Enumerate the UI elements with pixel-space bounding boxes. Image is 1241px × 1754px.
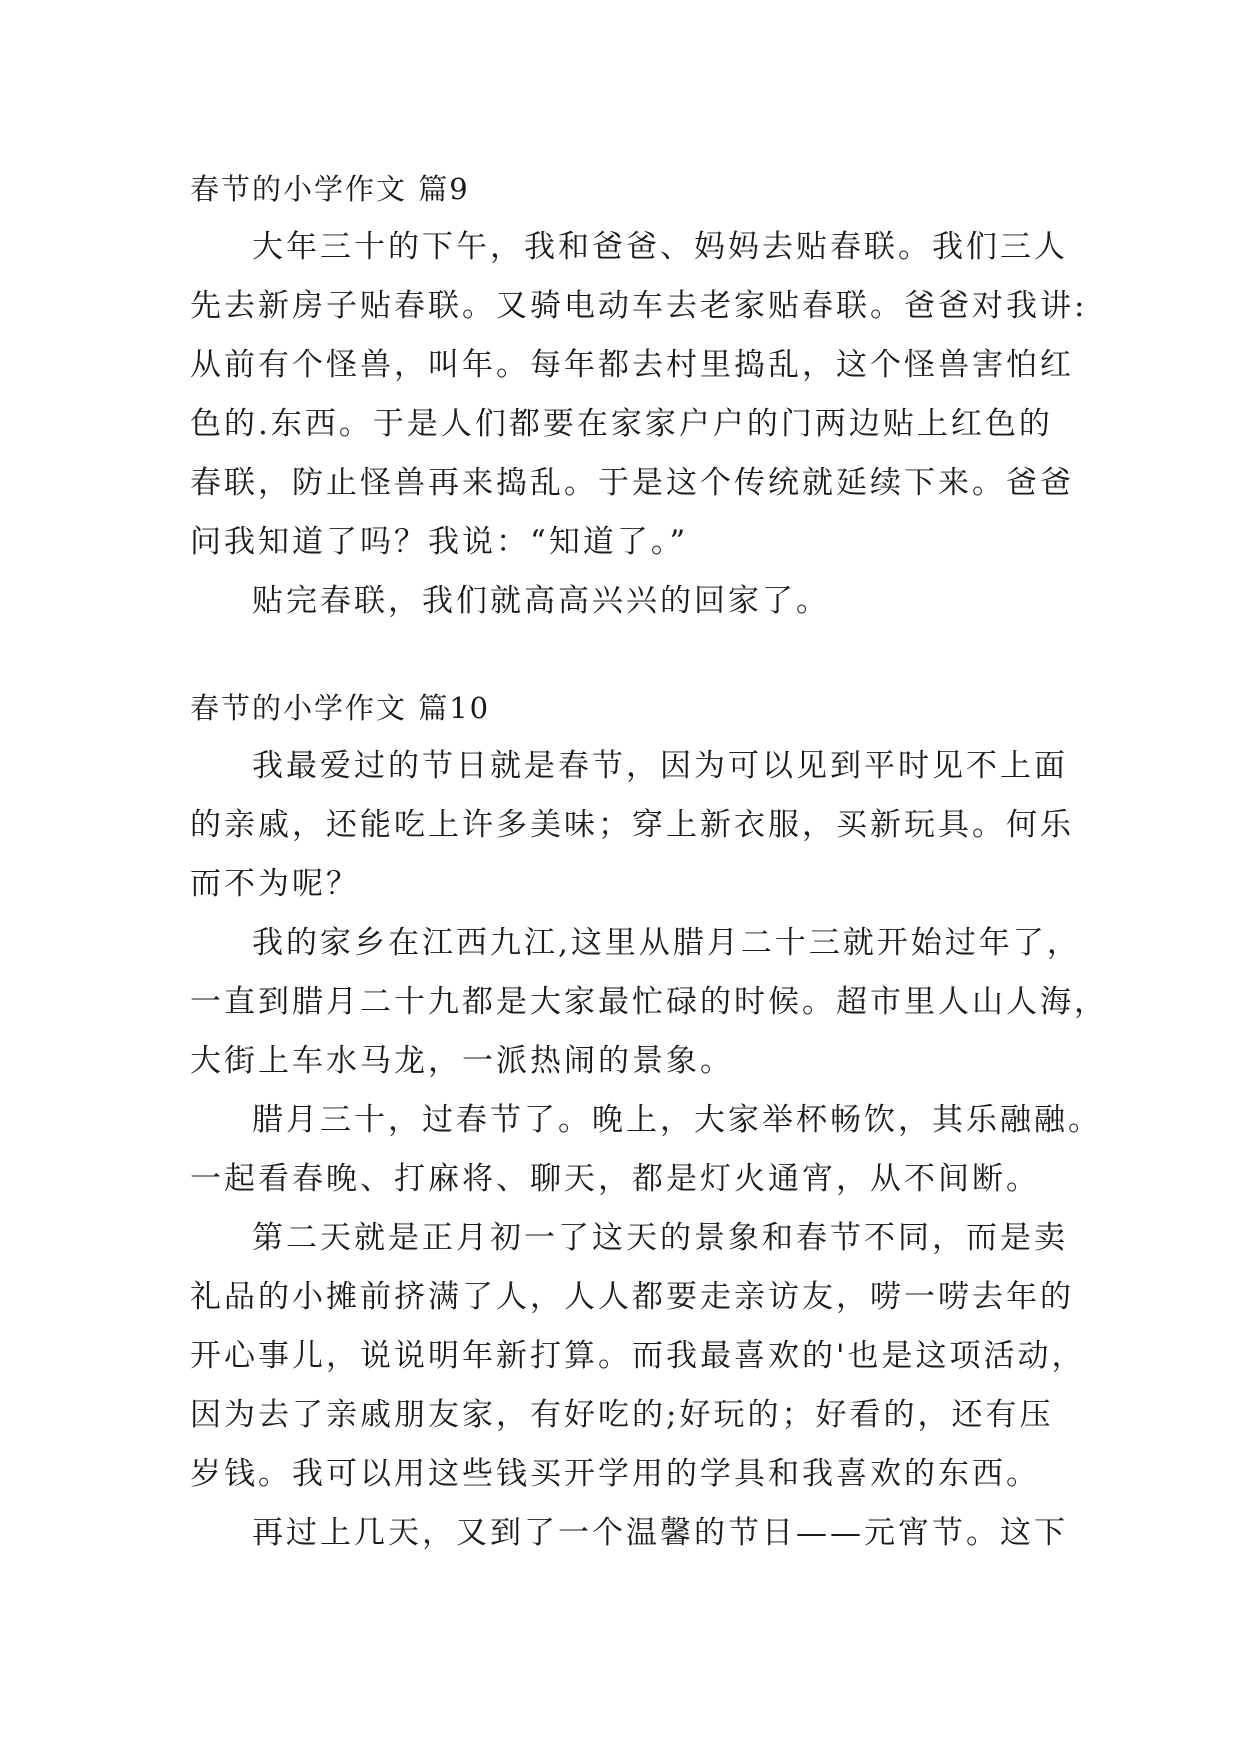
text-line: 一起看春晚、打麻将、聊天，都是灯火通宵，从不间断。 — [190, 1161, 1040, 1197]
text-line: 的亲戚，还能吃上许多美味；穿上新衣服，买新玩具。何乐 — [190, 807, 1074, 843]
text-line: 岁钱。我可以用这些钱买开学用的学具和我喜欢的东西。 — [190, 1456, 1040, 1492]
text-line: 色的.东西。于是人们都要在家家户户的门两边贴上红色的 — [190, 406, 1053, 442]
paragraph — [190, 1209, 1086, 1504]
essay-title: 春节的小学作文 篇10 — [190, 691, 491, 725]
essay-9 — [190, 160, 1088, 631]
text-line: 腊月三十，过春节了。晚上，大家举杯畅饮，其乐融融。 — [252, 1102, 1102, 1138]
text-line: 开心事儿，说说明年新打算。而我最喜欢的'也是这项活动， — [190, 1338, 1086, 1374]
text-line: 再过上几天，又到了一个温馨的节日——元宵节。这下 — [252, 1515, 1068, 1551]
text-line: 贴完春联，我们就高高兴兴的回家了。 — [252, 583, 830, 619]
text-line: 大街上车水马龙，一派热闹的景象。 — [190, 1043, 734, 1079]
essay-title: 春节的小学作文 篇9 — [190, 172, 470, 206]
text-line: 因为去了亲戚朋友家，有好吃的;好玩的；好看的，还有压 — [190, 1397, 1054, 1433]
text-line: 我最爱过的节日就是春节，因为可以见到平时见不上面 — [252, 748, 1068, 784]
paragraph — [190, 737, 1074, 914]
text-line: 礼品的小摊前挤满了人，人人都要走亲访友，唠一唠去年的 — [190, 1279, 1074, 1315]
text-line: 问我知道了吗？我说：“知道了。” — [190, 524, 689, 560]
document-page — [190, 160, 1108, 1563]
paragraph — [190, 1091, 1102, 1209]
text-line: 而不为呢？ — [190, 866, 360, 902]
essay-10 — [190, 679, 1108, 1563]
section-gap — [190, 631, 1060, 679]
text-line: 先去新房子贴春联。又骑电动车去老家贴春联。爸爸对我讲: — [190, 288, 1088, 324]
text-line: 一直到腊月二十九都是大家最忙碌的时候。超市里人山人海， — [190, 984, 1108, 1020]
paragraph — [190, 1504, 1068, 1563]
paragraph — [190, 572, 1060, 631]
text-line: 春联，防止怪兽再来捣乱。于是这个传统就延续下来。爸爸 — [190, 465, 1074, 501]
text-line: 我的家乡在江西九江,这里从腊月二十三就开始过年了， — [252, 925, 1081, 961]
text-line: 第二天就是正月初一了这天的景象和春节不同，而是卖 — [252, 1220, 1068, 1256]
text-line: 大年三十的下午，我和爸爸、妈妈去贴春联。我们三人 — [252, 229, 1068, 265]
paragraph — [190, 218, 1088, 572]
paragraph — [190, 914, 1108, 1091]
text-line: 从前有个怪兽，叫年。每年都去村里捣乱，这个怪兽害怕红 — [190, 347, 1074, 383]
